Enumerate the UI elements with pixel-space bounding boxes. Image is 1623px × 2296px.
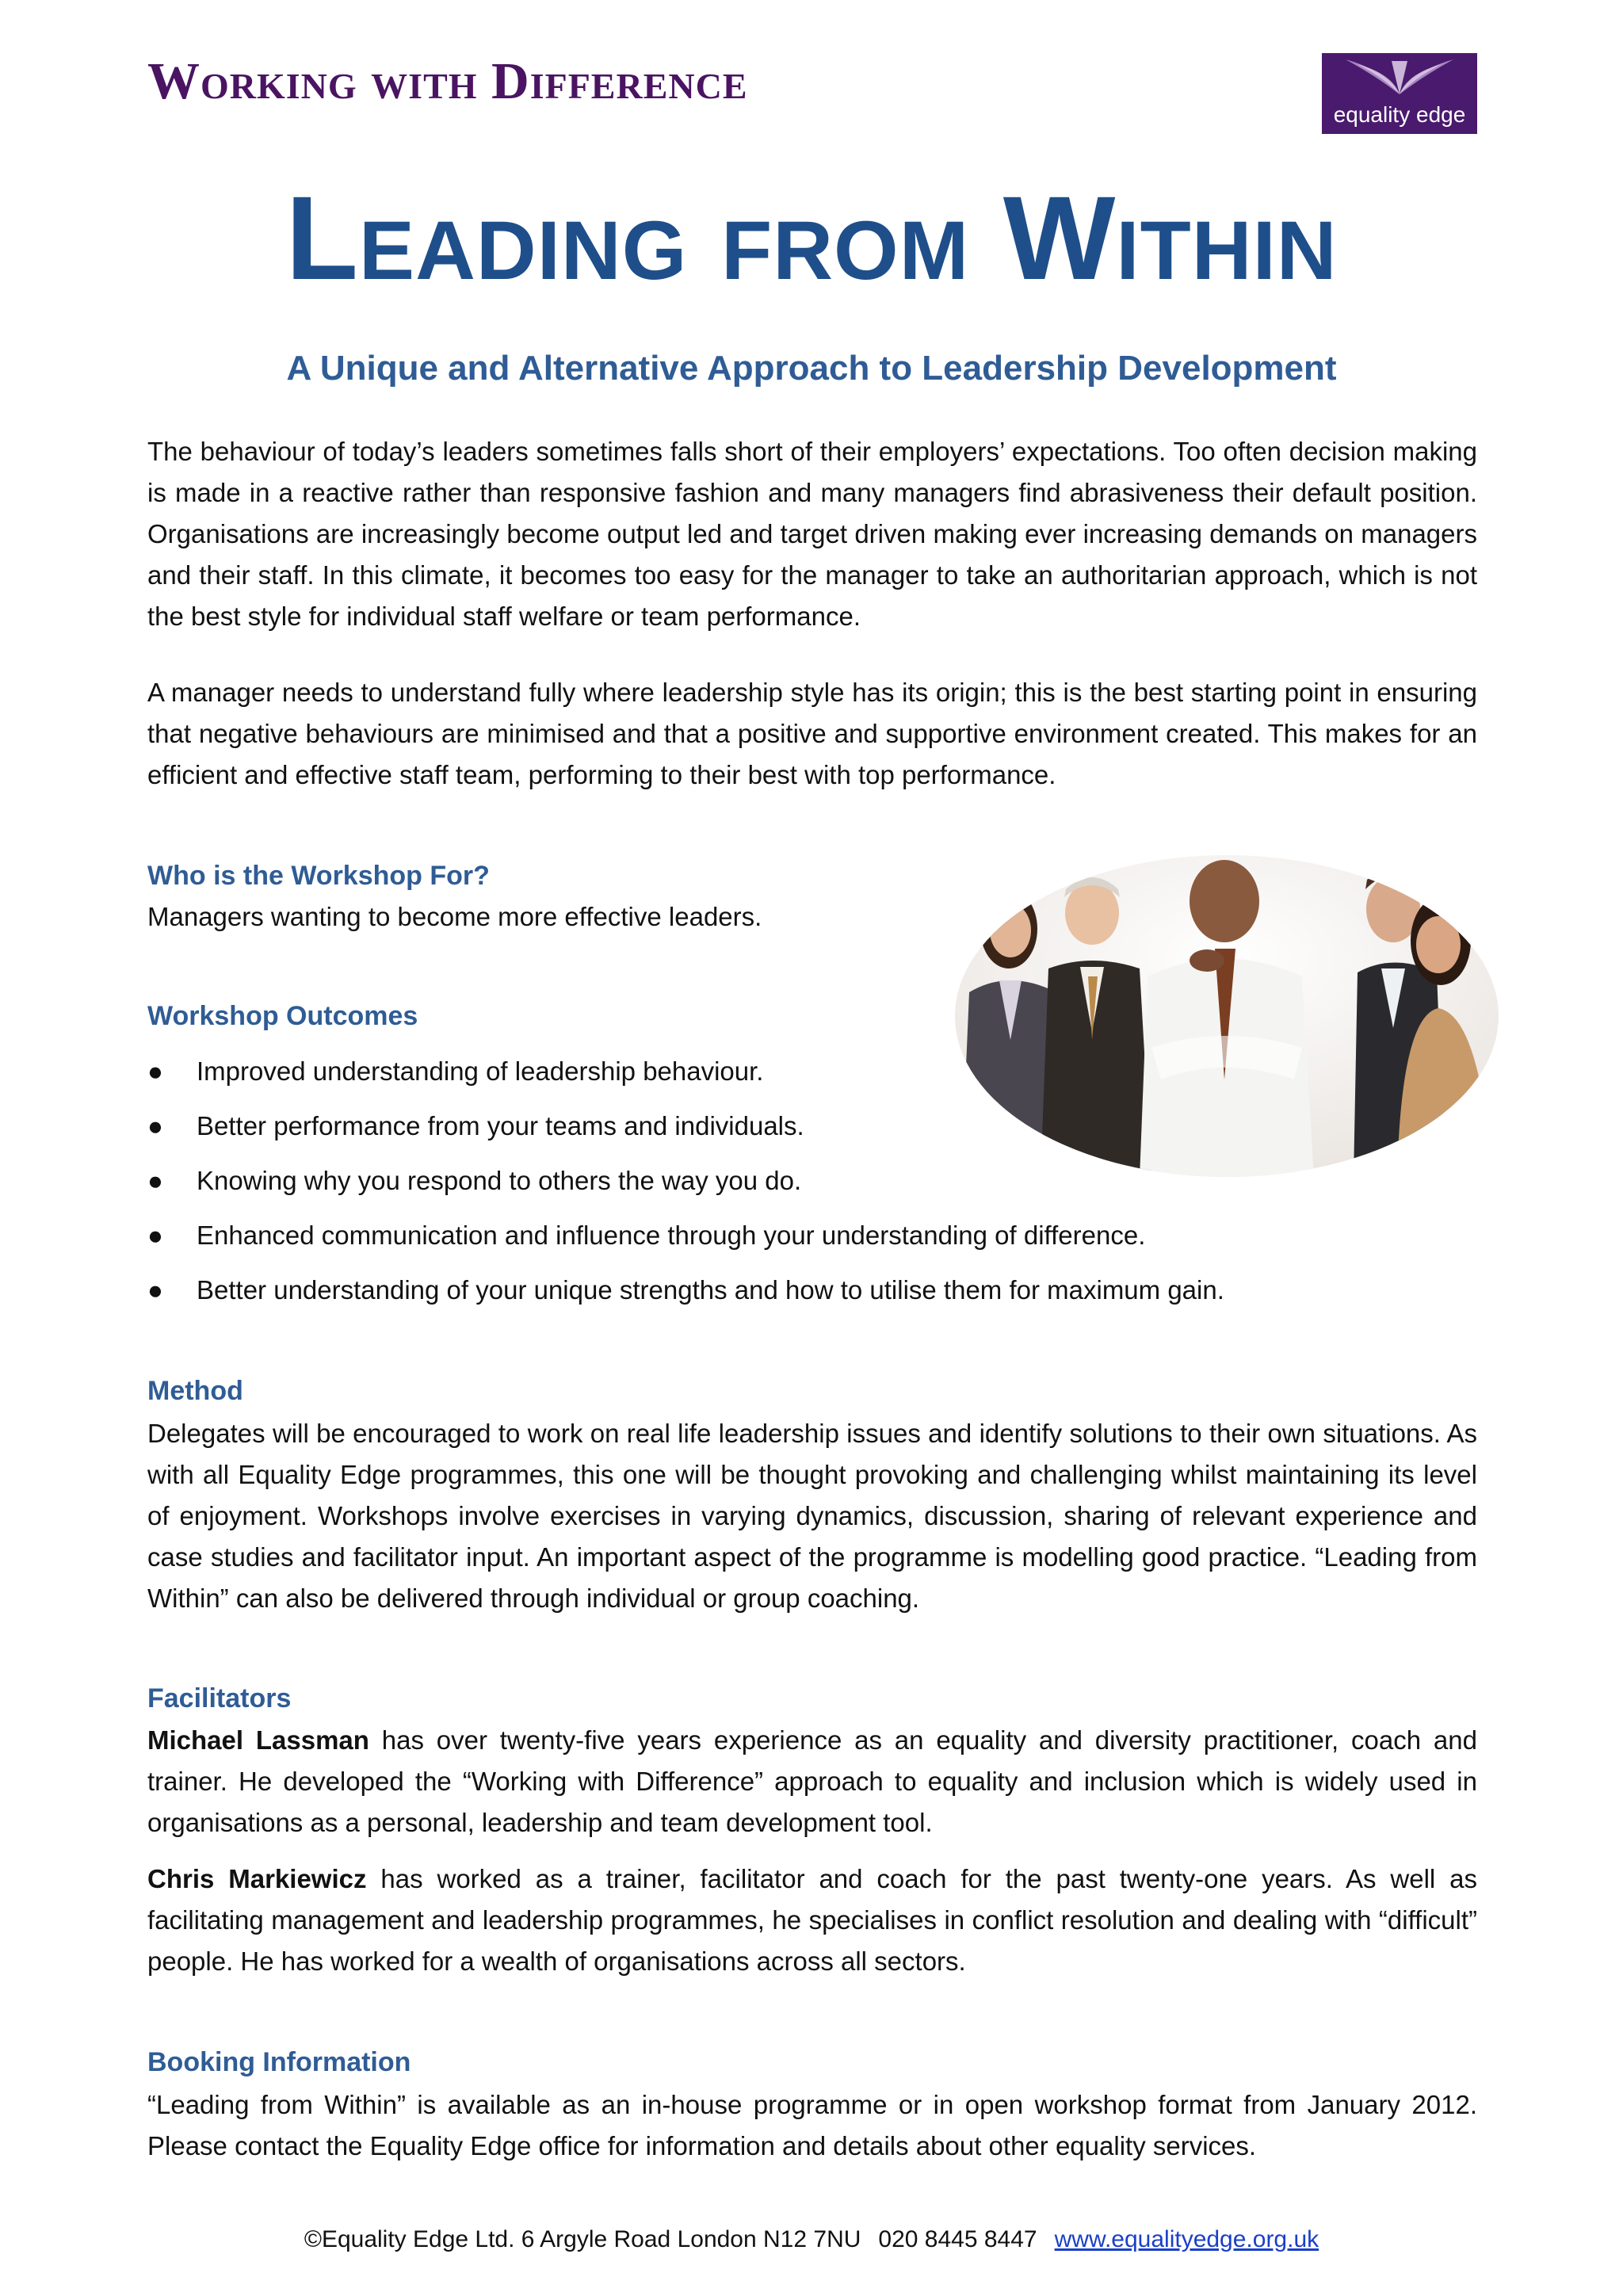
booking-heading: Booking Information: [147, 2047, 411, 2077]
facilitator-bio: has worked as a trainer, facilitator and coach for the past twenty-one years. As well as facilitating management and leadership programmes, he specialises in conflict resolution and dealing with “difficult” people. He has worked for a wealth of organisations across all sectors.: [147, 1864, 1477, 1976]
bullet-icon: ●: [147, 1056, 163, 1086]
list-item: [147, 1163, 1336, 1218]
booking-text: “Leading from Within” is available as an in-house programme or in open workshop format from January 2012. Please contact the Equality Edge office for information and details about other equality services.: [147, 2090, 1477, 2160]
facilitator-name: Michael Lassman: [147, 1725, 369, 1755]
outcome-text: Improved understanding of leadership behaviour.: [197, 1056, 764, 1086]
intro-paragraph-1: The behaviour of today’s leaders sometimes falls short of their employers’ expectations. Too often decision making is made in a reactive rather than responsive fashion and many managers find abrasiveness their default position. Organisations are increasingly become output led and target driven making ever increasing demands on managers and their staff. In this climate, it becomes too easy for the manager to take an authoritarian approach, which is not the best style for individual staff welfare or team performance.: [147, 437, 1477, 631]
facilitator-bio: has over twenty-five years experience as an equality and diversity practitioner, coach and trainer. He developed the “Working with Difference” approach to equality and inclusion which is widely used in organisations as a personal, leadership and team development tool.: [147, 1725, 1477, 1837]
outcome-text: Better understanding of your unique strengths and how to utilise them for maximum gain.: [197, 1275, 1224, 1305]
list-item: [147, 1218, 1336, 1273]
who-text: Managers wanting to become more effective leaders.: [147, 902, 762, 931]
facilitator-name: Chris Markiewicz: [147, 1864, 367, 1893]
bullet-icon: ●: [147, 1166, 163, 1195]
facilitator-chris: [147, 1859, 1477, 1982]
logo-text: equality edge: [1333, 102, 1466, 127]
facilitators-heading: Facilitators: [147, 1683, 292, 1713]
footer-phone: 020 8445 8447: [878, 2226, 1037, 2252]
footer: [0, 2225, 1623, 2254]
method-text: Delegates will be encouraged to work on real life leadership issues and identify solutions to their own situations. As with all Equality Edge programmes, this one will be thought provoking and challenging whilst maintaining its level of enjoyment. Workshops involve exercises in varying dynamics, discussion, sharing of relevant experience and case studies and facilitator input. An important aspect of the programme is modelling good practice. “Leading from Within” can also be delivered through individual or group coaching.: [147, 1419, 1477, 1613]
bullet-icon: ●: [147, 1275, 163, 1305]
page-subtitle: A Unique and Alternative Approach to Leadership Development: [286, 349, 1337, 388]
equality-edge-logo: [1322, 53, 1477, 134]
website-link[interactable]: www.equalityedge.org.uk: [1054, 2226, 1319, 2252]
method-heading: Method: [147, 1376, 243, 1406]
outcomes-heading: Workshop Outcomes: [147, 1001, 418, 1031]
list-item: [147, 1109, 1336, 1163]
outcomes-list: [147, 1054, 1336, 1328]
outcome-text: Enhanced communication and influence through your understanding of difference.: [197, 1221, 1146, 1250]
outcome-text: Knowing why you respond to others the way you do.: [197, 1166, 802, 1195]
outcome-text: Better performance from your teams and individuals.: [197, 1111, 804, 1140]
page-title: Leading from Within: [285, 171, 1338, 304]
list-item: [147, 1054, 1336, 1109]
brand-title: Working with Difference: [147, 52, 748, 110]
list-item: [147, 1273, 1336, 1328]
who-heading: Who is the Workshop For?: [147, 861, 490, 891]
facilitator-michael: [147, 1720, 1477, 1843]
bullet-icon: ●: [147, 1221, 163, 1250]
intro-paragraph-2: A manager needs to understand fully where leadership style has its origin; this is the best starting point in ensuring that negative behaviours are minimised and that a positive and supportive environment created. This makes for an efficient and effective staff team, performing to their best with top performance.: [147, 678, 1477, 789]
bullet-icon: ●: [147, 1111, 163, 1140]
footer-company: ©Equality Edge Ltd. 6 Argyle Road London N12 7NU: [304, 2226, 861, 2252]
